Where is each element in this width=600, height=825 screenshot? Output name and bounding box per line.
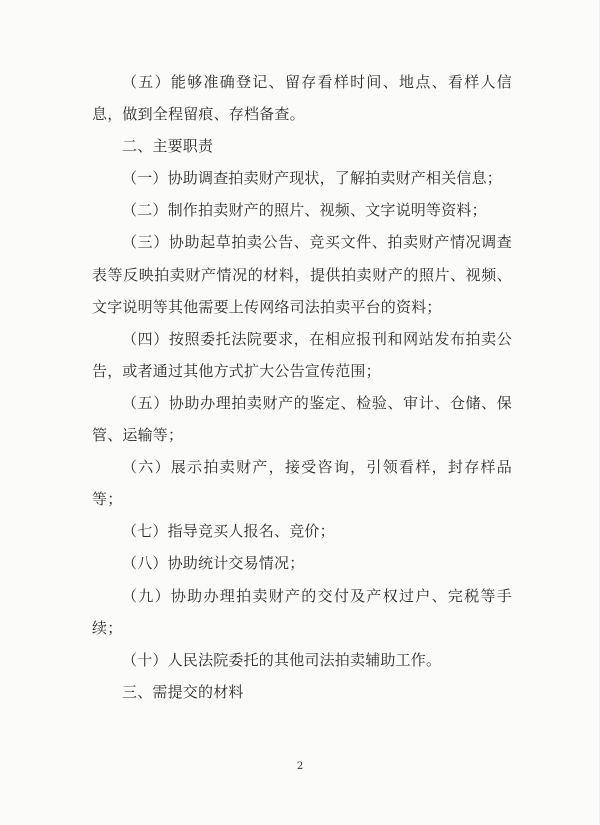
page-number: 2 (296, 761, 304, 772)
paragraph: （七）指导竞买人报名、竞价； (122, 522, 335, 541)
section-heading: 三、需提交的材料 (122, 682, 244, 701)
paragraph: （九）协助办理拍卖财产的交付及产权过户、完税等手续； (92, 586, 512, 637)
paragraph: （十）人民法院委托的其他司法拍卖辅助工作。 (122, 650, 442, 669)
paragraph: （一）协助调查拍卖财产现状，了解拍卖财产相关信息； (122, 169, 503, 188)
paragraph: （五）协助办理拍卖财产的鉴定、检验、审计、仓储、保管、运输等； (92, 393, 512, 445)
paragraph: （八）协助统计交易情况； (122, 554, 305, 573)
document-body (92, 66, 512, 708)
section-heading: 二、主要职责 (122, 137, 214, 156)
paragraph: （三）协助起草拍卖公告、竞买文件、拍卖财产情况调查表等反映拍卖财产情况的材料，提供拍卖财产的照片、视频、文字说明等其他需要上传网络司法拍卖平台的资料； (92, 233, 512, 316)
paragraph: （六）展示拍卖财产，接受咨询，引领看样，封存样品等； (92, 458, 512, 509)
paragraph: （二）制作拍卖财产的照片、视频、文字说明等资料； (122, 201, 487, 220)
paragraph: （四）按照委托法院要求，在相应报刊和网站发布拍卖公告，或者通过其他方式扩大公告宣传范围； (92, 329, 512, 380)
paragraph: （五）能够准确登记、留存看样时间、地点、看样人信息，做到全程留痕、存档备查。 (92, 73, 512, 124)
